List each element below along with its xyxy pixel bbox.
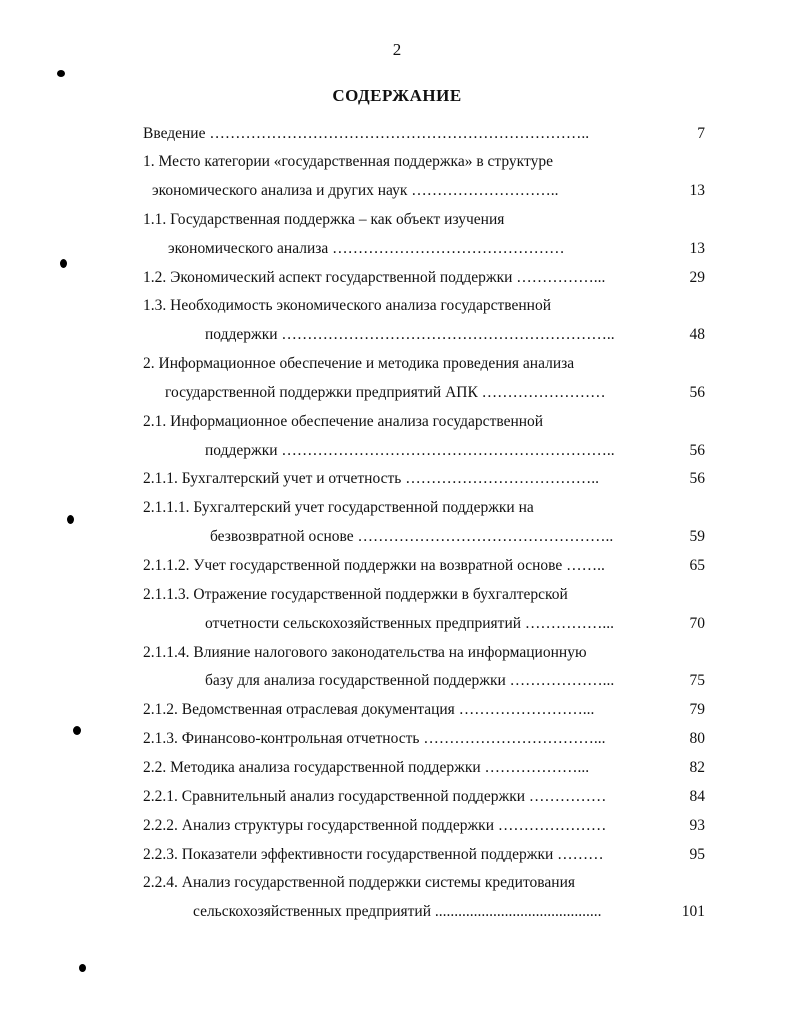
toc-page-ref: 56 xyxy=(689,442,705,459)
toc-page-ref: 7 xyxy=(697,125,705,142)
toc-entry-text-continued: сельскохозяйственных предприятий ........................................... xyxy=(193,903,602,920)
toc-entry-text-continued: государственной поддержки предприятий АПК …………………… xyxy=(165,384,606,401)
toc-page-ref: 80 xyxy=(689,730,705,747)
toc-page-ref: 29 xyxy=(689,269,705,286)
toc-entry-text: 1.3. Необходимость экономического анализа государственной xyxy=(143,297,552,314)
scan-mark xyxy=(67,515,74,524)
toc-entry-text: 1. Место категории «государственная поддержка» в структуре xyxy=(143,153,553,170)
toc-page-ref: 84 xyxy=(689,788,705,805)
scan-mark xyxy=(73,726,81,735)
toc-page-ref: 56 xyxy=(689,384,705,401)
toc-entry-text: 2.1.1.1. Бухгалтерский учет государственной поддержки на xyxy=(143,499,534,516)
toc-entry-text: 2.1.1.2. Учет государственной поддержки на возвратной основе …….. xyxy=(143,557,605,574)
toc-page-ref: 82 xyxy=(689,759,705,776)
scan-mark xyxy=(79,964,86,972)
toc-page-ref: 65 xyxy=(689,557,705,574)
toc-page-ref: 13 xyxy=(689,182,705,199)
page-title: СОДЕРЖАНИЕ xyxy=(332,86,462,105)
scan-mark xyxy=(57,70,65,77)
toc-page-ref: 59 xyxy=(689,528,705,545)
scan-mark xyxy=(60,259,67,268)
toc-page-ref: 75 xyxy=(689,672,705,689)
toc-entry-text: 2. Информационное обеспечение и методика проведения анализа xyxy=(143,355,575,372)
toc-entry-text: 2.1.1.3. Отражение государственной поддержки в бухгалтерской xyxy=(143,586,568,603)
toc-entry-text: 2.2.2. Анализ структуры государственной поддержки ………………… xyxy=(143,817,607,834)
toc-entry-text-continued: безвозвратной основе ………………………………………….. xyxy=(210,528,614,545)
toc-page-ref: 101 xyxy=(681,903,705,920)
toc-entry-text: 2.1.3. Финансово-контрольная отчетность ……………………………... xyxy=(143,730,606,747)
toc-entry-text: 2.2.4. Анализ государственной поддержки системы кредитования xyxy=(143,874,576,891)
toc-page-ref: 79 xyxy=(689,701,705,718)
toc-entry-text: 2.1.1. Бухгалтерский учет и отчетность ……………………………….. xyxy=(143,470,599,487)
toc-page-ref: 13 xyxy=(689,240,705,257)
toc-entry-text-continued: базу для анализа государственной поддержки ………………... xyxy=(205,672,615,689)
toc-entry-text: 2.2.3. Показатели эффективности государственной поддержки ……… xyxy=(143,846,604,863)
page-number: 2 xyxy=(392,40,402,59)
toc-page-ref: 70 xyxy=(689,615,705,632)
toc-entry-text-continued: отчетности сельскохозяйственных предприятий ……………... xyxy=(205,615,615,632)
toc-entry-text-continued: экономического анализа и других наук ……………………….. xyxy=(152,182,559,199)
toc-page-ref: 95 xyxy=(689,846,705,863)
toc-entry-text: 2.2.1. Сравнительный анализ государственной поддержки …………… xyxy=(143,788,607,805)
toc-entry-text: 2.1.2. Ведомственная отраслевая документация ……………………... xyxy=(143,701,595,718)
toc-entry-text-continued: поддержки ……………………………………………………….. xyxy=(205,326,615,343)
toc-page-ref: 48 xyxy=(689,326,705,343)
toc-entry-text: 1.2. Экономический аспект государственной поддержки ……………... xyxy=(143,269,606,286)
toc-entry-text: 2.2. Методика анализа государственной поддержки ………………... xyxy=(143,759,590,776)
toc-entry-text: 2.1. Информационное обеспечение анализа государственной xyxy=(143,413,544,430)
toc-page-ref: 56 xyxy=(689,470,705,487)
toc-entry-text: Введение ……………………………………………………………….. xyxy=(143,125,590,142)
toc-entry-text-continued: экономического анализа ……………………………………… xyxy=(168,240,565,257)
toc-page-ref: 93 xyxy=(689,817,705,834)
toc-entry-text: 1.1. Государственная поддержка – как объект изучения xyxy=(143,211,505,228)
toc-entry-text: 2.1.1.4. Влияние налогового законодательства на информационную xyxy=(143,644,587,661)
toc-entry-text-continued: поддержки ……………………………………………………….. xyxy=(205,442,615,459)
